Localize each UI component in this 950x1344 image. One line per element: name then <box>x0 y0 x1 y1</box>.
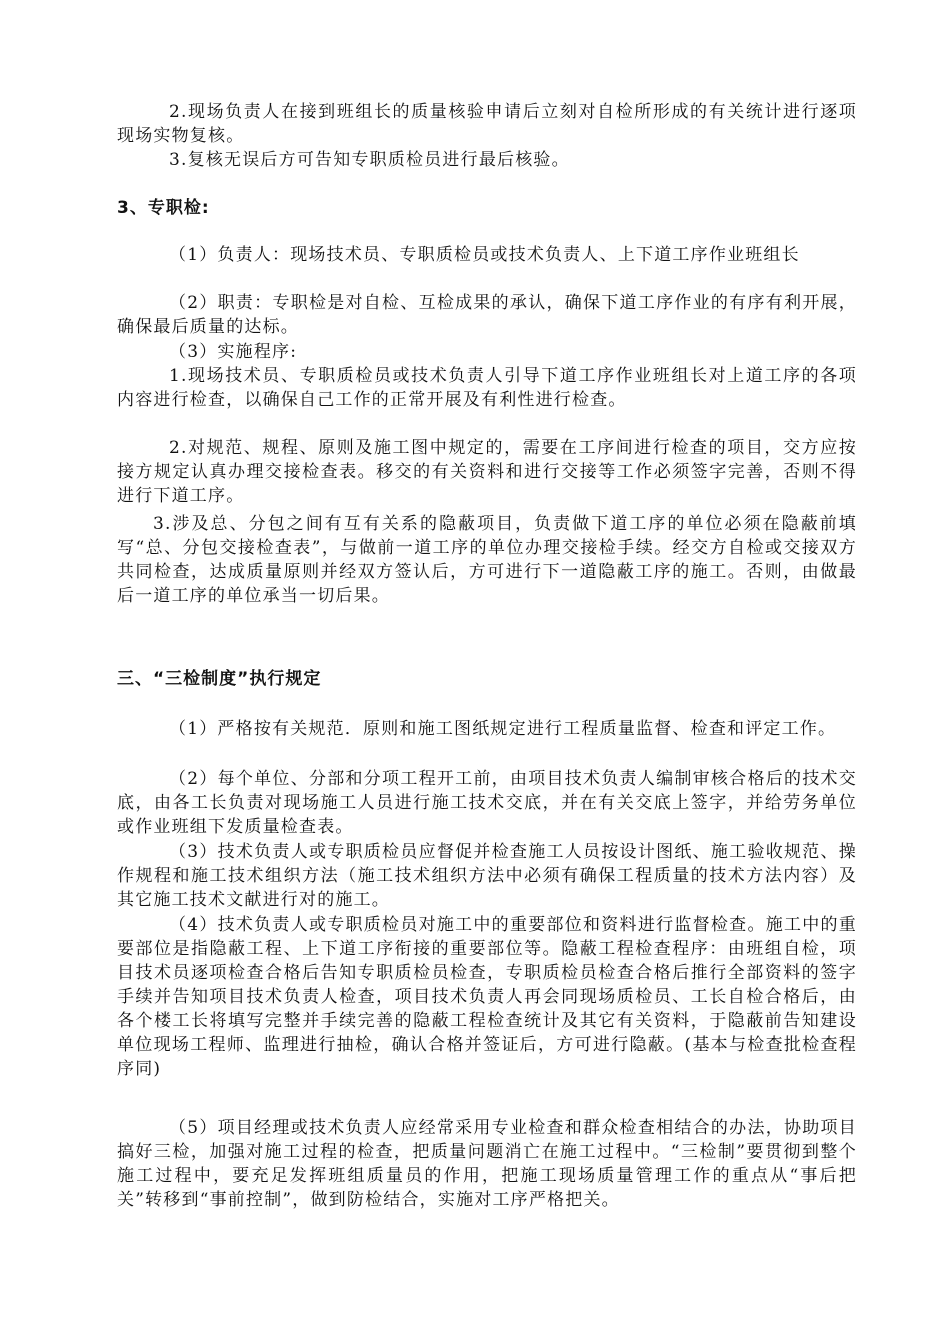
section-heading-three-check-rules: 三、“三检制度”执行规定 <box>117 669 322 689</box>
paragraph-duties: （2）职责：专职检是对自检、互检成果的承认，确保下道工序作业的有序有利开展，确保最后质量的达标。 <box>117 293 857 337</box>
paragraph-procedure-3: 3.涉及总、分包之间有互有关系的隐蔽项目，负责做下道工序的单位必须在隐蔽前填写“总、分包交接检查表”，与做前一道工序的单位办理交接检手续。经交方自检或交接双方共同检查，达成质量原则并经双方签认后，方可进行下一道隐蔽工序的施工。否则，由做最后一道工序的单位承当一切后果。 <box>117 514 857 606</box>
paragraph-rule-2: （2）每个单位、分部和分项工程开工前，由项目技术负责人编制审核合格后的技术交底，由各工长负责对现场施工人员进行施工技术交底，并在有关交底上签字，并给劳务单位或作业班组下发质量检查表。 <box>117 769 857 837</box>
paragraph-responsible-person: （1）负责人：现场技术员、专职质检员或技术负责人、上下道工序作业班组长 <box>169 245 800 265</box>
paragraph-procedure-1: 1.现场技术员、专职质检员或技术负责人引导下道工序作业班组长对上道工序的各项内容进行检查，以确保自己工作的正常开展及有利性进行检查。 <box>117 366 857 410</box>
paragraph-rule-1: （1）严格按有关规范．原则和施工图纸规定进行工程质量监督、检查和评定工作。 <box>169 719 837 739</box>
paragraph-procedure-2: 2.对规范、规程、原则及施工图中规定的，需要在工序间进行检查的项目，交方应按接方规定认真办理交接检查表。移交的有关资料和进行交接等工作必须签字完善，否则不得进行下道工序。 <box>117 438 857 506</box>
paragraph-procedure-title: （3）实施程序: <box>169 342 298 362</box>
section-heading-professional-inspection: 3、专职检: <box>117 198 210 218</box>
paragraph-notify-inspector: 3.复核无误后方可告知专职质检员进行最后核验。 <box>169 150 570 170</box>
paragraph-rule-3: （3）技术负责人或专职质检员应督促并检查施工人员按设计图纸、施工验收规范、操作规程和施工技术组织方法（施工技术组织方法中必须有确保工程质量的技术方法内容）及其它施工技术文献进行对的施工。 <box>117 842 857 910</box>
paragraph-field-recheck: 2.现场负责人在接到班组长的质量核验申请后立刻对自检所形成的有关统计进行逐项现场实物复核。 <box>117 102 857 146</box>
paragraph-rule-5: （5）项目经理或技术负责人应经常采用专业检查和群众检查相结合的办法，协助项目搞好三检，加强对施工过程的检查，把质量问题消亡在施工过程中。“三检制”要贯彻到整个施工过程中，要充足发挥班组质量员的作用，把施工现场质量管理工作的重点从“事后把关”转移到“事前控制”，做到防检结合，实施对工序严格把关。 <box>117 1118 857 1210</box>
paragraph-rule-4: （4）技术负责人或专职质检员对施工中的重要部位和资料进行监督检查。施工中的重要部位是指隐蔽工程、上下道工序衔接的重要部位等。隐蔽工程检查程序：由班组自检，项目技术员逐项检查合格后告知专职质检员检查，专职质检员检查合格后推行全部资料的签字手续并告知项目技术负责人检查，项目技术负责人再会同现场质检员、工长自检合格后，由各个楼工长将填写完整并手续完善的隐蔽工程检查统计及其它有关资料，于隐蔽前告知建设单位现场工程师、监理进行抽检，确认合格并签证后，方可进行隐蔽。(基本与检查批检查程序同) <box>117 915 857 1079</box>
